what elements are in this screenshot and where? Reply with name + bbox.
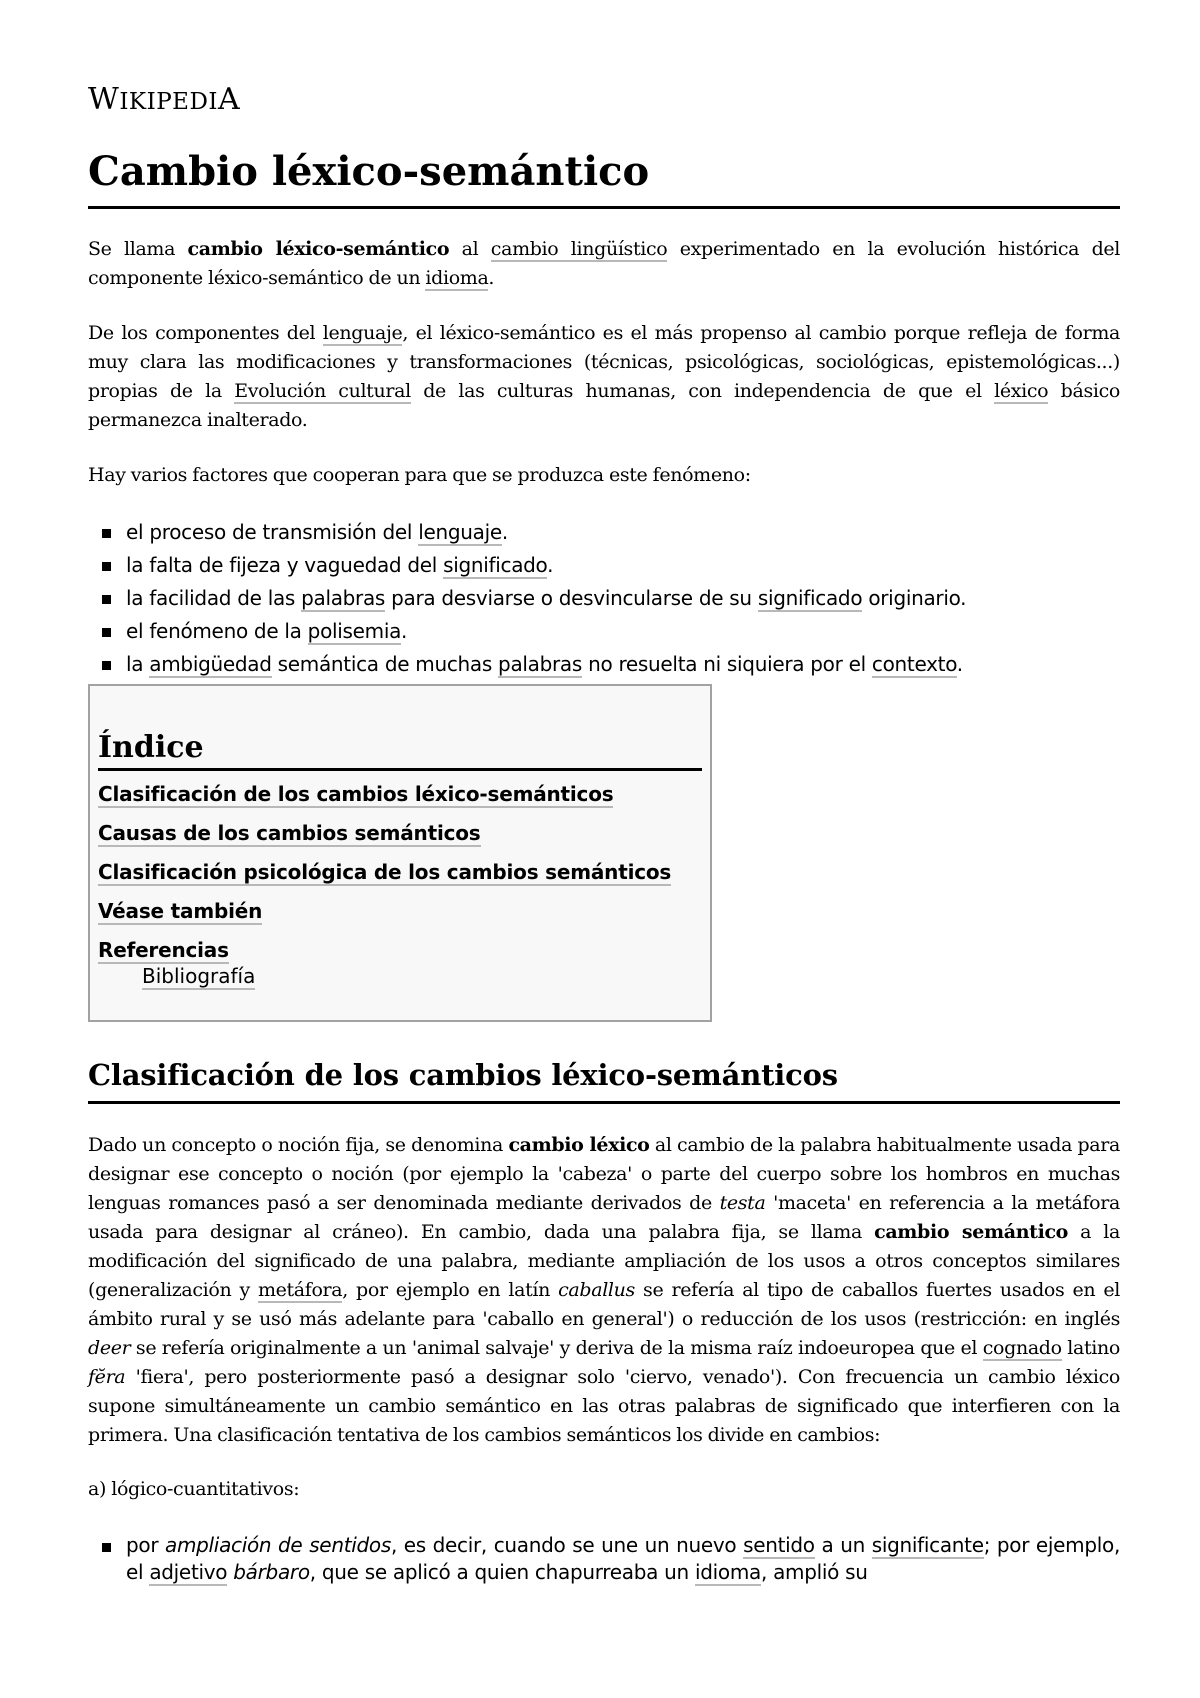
link-metafora[interactable]: metáfora	[257, 1279, 343, 1301]
toc-item-clasificacion-psicologica[interactable]: Clasificación psicológica de los cambios semánticos	[98, 860, 672, 884]
link-significado[interactable]: significado	[757, 586, 863, 610]
list-item: la facilidad de las palabras para desviarse o desvincularse de su significado originario.	[126, 582, 1120, 615]
link-adjetivo[interactable]: adjetivo	[149, 1560, 228, 1584]
intro-paragraph-2: De los componentes del lenguaje, el léxico-semántico es el más propenso al cambio porque refleja de forma muy clara las modificaciones y transformaciones (técnicas, psicológicas, sociológicas, epistemológicas...) propias de la Evolución cultural de las culturas humanas, con independencia de que el léxico básico permanezca inalterado.	[88, 322, 1120, 431]
intro-paragraph-3: Hay varios factores que cooperan para que se produzca este fenómeno:	[88, 464, 751, 486]
link-palabras[interactable]: palabras	[301, 586, 386, 610]
link-cognado[interactable]: cognado	[982, 1337, 1062, 1359]
page-title: Cambio léxico-semántico	[88, 146, 1120, 209]
intro-paragraph-1: Se llama cambio léxico-semántico al cambio lingüístico experimentado en la evolución histórica del componente léxico-semántico de un idioma.	[88, 238, 1121, 289]
link-sentido[interactable]: sentido	[743, 1533, 815, 1557]
link-cambio-linguistico[interactable]: cambio lingüístico	[490, 238, 668, 260]
list-item: el fenómeno de la polisemia.	[126, 615, 1120, 648]
table-of-contents	[88, 684, 712, 1022]
link-significante[interactable]: significante	[871, 1533, 984, 1557]
link-contexto[interactable]: contexto	[871, 652, 957, 676]
link-palabras[interactable]: palabras	[498, 652, 583, 676]
toc-item-causas[interactable]: Causas de los cambios semánticos	[98, 821, 481, 845]
link-lenguaje[interactable]: lenguaje	[418, 520, 502, 544]
toc-title: Índice	[98, 728, 702, 771]
list-item: por ampliación de sentidos, es decir, cuando se une un nuevo sentido a un significante; por ejemplo, el adjetivo bárbaro, que se aplicó a quien chapurreaba un idioma, amplió su	[126, 1533, 1120, 1584]
link-lenguaje[interactable]: lenguaje	[322, 322, 403, 344]
section-paragraph-2: a) lógico-cuantitativos:	[88, 1478, 300, 1500]
toc-item-clasificacion[interactable]: Clasificación de los cambios léxico-semánticos	[98, 782, 614, 806]
factors-list	[88, 516, 1120, 681]
link-ambiguedad[interactable]: ambigüedad	[149, 652, 272, 676]
section-paragraph-1: Dado un concepto o noción fija, se denomina cambio léxico al cambio de la palabra habitualmente usada para designar ese concepto o noción (por ejemplo la 'cabeza' o parte del cuerpo sobre los hombros en muchas lenguas romances pasó a ser denominada mediante derivados de testa 'maceta' en referencia a la metáfora usada para designar al cráneo). En cambio, dada una palabra fija, se llama cambio semántico a la modificación del significado de una palabra, mediante ampliación de los usos a otros conceptos similares (generalización y metáfora, por ejemplo en latín caballus se refería al tipo de caballos fuertes usados en el ámbito rural y se usó más adelante para 'caballo en general') o reducción de los usos (restricción: en inglés deer se refería originalmente a un 'animal salvaje' y deriva de la misma raíz indoeuropea que el cognado latino fĕra 'fiera', pero posteriormente pasó a designar solo 'ciervo, venado'). Con frecuencia un cambio léxico supone simultáneamente un cambio semántico en las otras palabras de significado que interfieren con la primera. Una clasificación tentativa de los cambios semánticos los divide en cambios:	[88, 1134, 1121, 1446]
toc-item-referencias[interactable]: Referencias	[98, 938, 229, 962]
list-item: la ambigüedad semántica de muchas palabras no resuelta ni siquiera por el contexto.	[126, 648, 1120, 681]
link-significado[interactable]: significado	[443, 553, 548, 577]
section-heading: Clasificación de los cambios léxico-semánticos	[88, 1055, 1120, 1104]
toc-item-vease-tambien[interactable]: Véase también	[98, 899, 263, 923]
link-evolucion-cultural[interactable]: Evolución cultural	[234, 380, 411, 402]
link-idioma[interactable]: idioma	[425, 267, 489, 289]
wikipedia-logo[interactable]: WIKIPEDIA	[88, 82, 241, 117]
link-polisemia[interactable]: polisemia	[307, 619, 402, 643]
link-idioma[interactable]: idioma	[694, 1560, 761, 1584]
list-item: el proceso de transmisión del lenguaje.	[126, 516, 1120, 549]
section-list	[88, 1532, 1120, 1586]
list-item: la falta de fijeza y vaguedad del significado.	[126, 549, 1120, 582]
toc-subitem-bibliografia[interactable]: Bibliografía	[142, 964, 256, 988]
link-lexico[interactable]: léxico	[994, 380, 1049, 402]
